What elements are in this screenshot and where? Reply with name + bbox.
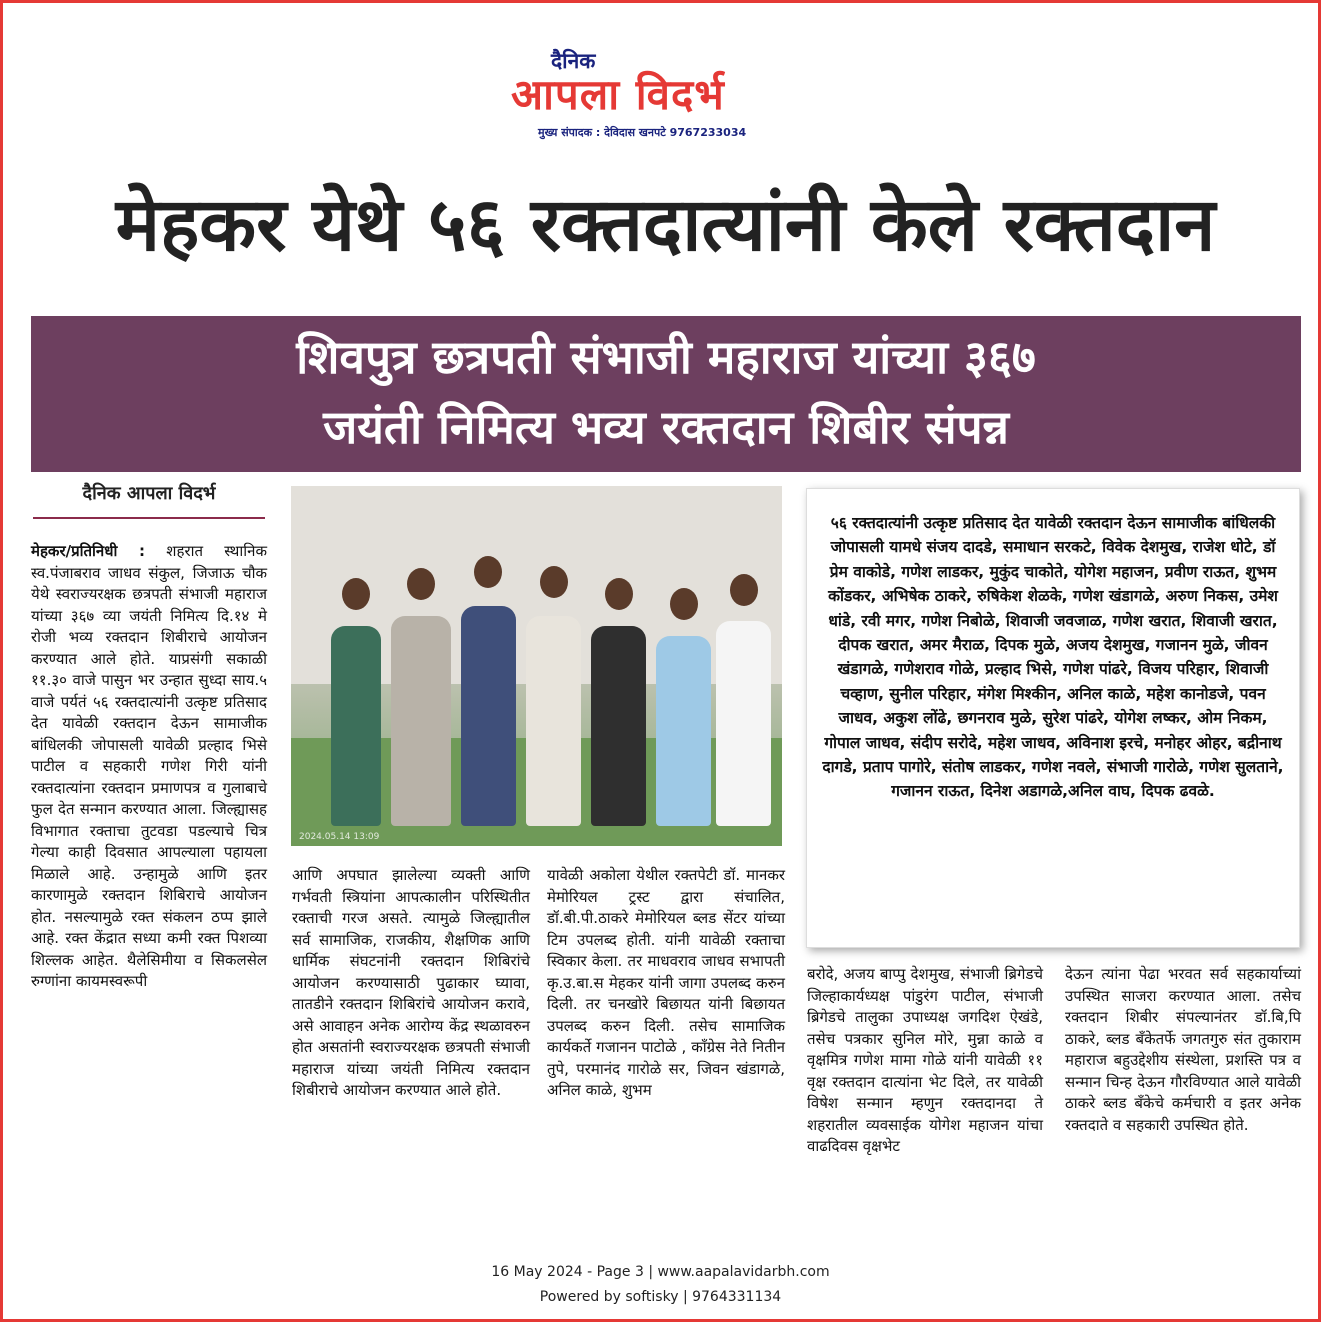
photo-head [670, 588, 698, 620]
article-column-2: आणि अपघात झालेल्या व्यक्ती आणि गर्भवती स्त्रियांना आपत्कालीन परिस्थितीत रक्ताची गरज असते. त्यामुळे जिल्ह्यातील सर्व सामाजिक, राजकीय, शैक्षणिक आणि धार्मिक संघटनांनी रक्तदान शिबिरांचे आयोजन करण्यासाठी पुढाकार घ्यावा, तातडीने रक्तदान शिबिरांचे आयोजन करावे, असे आवाहन अनेक आरोग्य केंद्र स्थळावरुन होत असतांनी स्वराज्यरक्षक छत्रपती संभाजी महाराज यांच्या जयंती निमित्य रक्तदान शिबीराचे आयोजन करण्यात आले होते. [292, 866, 530, 1099]
photo-person [591, 626, 646, 826]
donor-list-text: ५६ रक्तदात्यांनी उत्कृष्ट प्रतिसाद देत यावेळी रक्तदान देऊन सामाजीक बांधिलकी जोपासली यामधे संजय दादडे, समाधान सरकटे, विवेक देशमुख, राजेश धोटे, डॉ प्रेम वाकोडे, गणेश लाडकर, मुकुंद चाकोते, योगेश महाजन, प्रवीण राऊत, शुभम कोंडकर, अभिषेक ठाकरे, रुषिकेश शेळके, गणेश खंडागळे, अरुण निकस, उमेश धांडे, रवी मगर, गणेश निबोळे, शिवाजी जवजाळ, गणेश खरात, शिवाजी खरात, दीपक खरात, अमर मैराळ, दिपक मुळे, अजय देशमुख, गजानन मुळे, जीवन खंडागळे, गणेशराव गोळे, प्रल्हाद भिसे, गणेश पांढरे, विजय परिहार, शिवाजी चव्हाण, सुनील परिहार, मंगेश मिश्कीन, अनिल काळे, महेश कानोडजे, पवन जाधव, अकुश लोंढे, छगनराव मुळे, सुरेश पांढरे, योगेश लष्कर, ओम निकम, गोपाल जाधव, संदीप सरोदे, महेश जाधव, अविनाश इरचे, मनोहर ओहर, बद्रीनाथ दागडे, प्रताप पागोरे, संतोष लाडकर, गणेश नवले, संभाजी गारोळे, गणेश सुलताने, गजानन राऊत, दिनेश अडागळे,अनिल वाघ, दिपक ढवळे. [822, 514, 1284, 801]
photo-head [730, 574, 758, 606]
headline: मेहकर येथे ५६ रक्तदात्यांनी केले रक्तदान [115, 182, 1216, 268]
photo-head [407, 568, 435, 600]
event-photo [291, 486, 782, 846]
subheadline-line-2: जयंती निमित्य भव्य रक्तदान शिबीर संपन्न [323, 400, 1009, 454]
photo-head [342, 578, 370, 610]
footer-date-website: 16 May 2024 - Page 3 | www.aapalavidarbh.com [491, 1264, 830, 1280]
photo-person [331, 626, 381, 826]
masthead-small: दैनिक [551, 49, 596, 73]
photo-person [656, 636, 711, 826]
photo-timestamp: 2024.05.14 13:09 [299, 832, 380, 842]
masthead-editor: मुख्य संपादक : देविदास खनपटे 9767233034 [538, 126, 747, 139]
donor-list-box [806, 488, 1300, 948]
byline-divider [33, 517, 265, 519]
photo-person [716, 621, 771, 826]
article-text-1: शहरात स्थानिक स्व.पंजाबराव जाधव संकुल, जिजाऊ चौक येथे स्वराज्यरक्षक छत्रपती संभाजी महाराज यांच्या ३६७ व्या जयंती निमित्य दि.१४ मे रोजी भव्य रक्तदान शिबीराचे आयोजन करण्यात आले होते. याप्रसंगी सकाळी ११.३० वाजे पासुन भर उन्हात सुध्दा साय.५ वाजे पर्यतं ५६ रक्तदात्यांनी उत्कृष्ट प्रतिसाद देत यावेळी रक्तदान देऊन सामाजीक बांधिलकी जोपासली यावेळी प्रल्हाद भिसे पाटील व सहकारी गणेश गिरी यांनी रक्तदात्यांना रक्तदान प्रमाणपत्र व गुलाबाचे फुल देत सन्मान करण्यात आला. जिल्ह्यासह विभागात रक्ताचा तुटवडा पडल्याचे चित्र गेल्या काही दिवसात आपल्याला पहायला मिळाले आहे. उन्हामुळे आणि इतर कारणामुळे रक्तदान शिबिराचे आयोजन होत. नसल्यामुळे रक्त संकलन ठप्प झाले आहे. रक्त केंद्रात सध्या कमी रक्त पिशव्या शिल्लक आहेत. थैलेसिमीया व सिकलसेल रुग्णांना कायमस्वरूपी [31, 542, 267, 990]
dateline: मेहकर/प्रतिनिधी : [31, 542, 146, 560]
photo-head [474, 556, 502, 588]
footer-powered-by: Powered by softisky | 9764331134 [539, 1289, 782, 1305]
subheadline-line-1: शिवपुत्र छत्रपती संभाजी महाराज यांच्या ३६७ [296, 330, 1036, 384]
article-column-1 [31, 541, 267, 993]
photo-person [526, 616, 581, 826]
article-column-5: देऊन त्यांना पेढा भरवत सर्व सहकार्याच्यां उपस्थित साजरा करण्यात आला. तसेच रक्तदान शिबीर संपल्यानंतर डॉ.बि,पि ठाकरे, ब्लड बँकेतर्फे जगतगुरु संत तुकाराम महाराज बहुउद्देशीय संस्थेला, प्रशस्ति पत्र व सन्मान चिन्ह देऊन गौरविण्यात आले यावेळी ठाकरे ब्लड बँकेचे कर्मचारी व इतर अनेक रक्तदाते व सहकारी उपस्थित होते. [1065, 965, 1301, 1134]
photo-head [540, 566, 568, 598]
subheadline-banner [31, 316, 1301, 472]
article-column-4: बरोदे, अजय बाप्पु देशमुख, संभाजी ब्रिगेडचे जिल्हाकार्यध्यक्ष पांडुरंग पाटील, संभाजी ब्रिगेडचे तालुका उपाध्यक्ष जगदिश ऐखंडे, तसेच पत्रकार सुनिल मोरे, मुन्ना काळे व वृक्षमित्र गणेश मामा गोळे यांनी यावेळी ११ वृक्ष रक्तदान दात्यांना भेट दिले, तर यावेळी विषेश सन्मान म्हणुन रक्तदानदा ते शहरातील व्यवसाईक योगेश महाजन यांचा वाढदिवस वृक्षभेट [807, 965, 1043, 1155]
photo-person [461, 606, 516, 826]
photo-person [391, 616, 451, 826]
photo-head [605, 578, 633, 610]
masthead-title: आपला विदर्भ [511, 70, 725, 119]
article-column-3: यावेळी अकोला येथील रक्तपेटी डॉ. मानकर मेमोरियल ट्रस्ट द्वारा संचालित, डॉ.बी.पी.ठाकरे मेमोरियल ब्लड सेंटर यांच्या टिम उपलब्द होती. यांनी यावेळी रक्ताचा स्विकार केला. तर माधवराव जाधव सभापती कृ.उ.बा.स मेहकर यांनी जागा उपलब्द करुन दिली. तर चनखोरे बिछायत यांनी बिछायत उपलब्द करुन दिली. तसेच सामाजिक कार्यकर्ते गजानन पाटोळे , कॉंग्रेस नेते नितीन तुपे, परमानंद गारोळे सर, जिवन खंडागळे, अनिल काळे, शुभम [547, 866, 785, 1099]
byline: दैनिक आपला विदर्भ [82, 483, 216, 504]
